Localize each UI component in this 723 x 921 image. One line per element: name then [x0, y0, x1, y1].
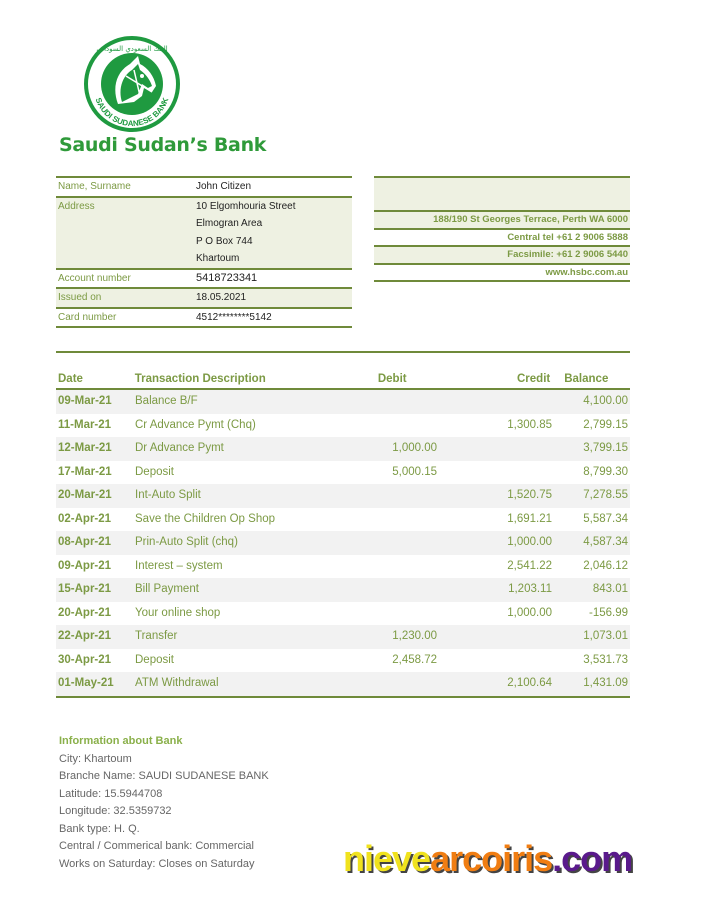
cell-date: 30-Apr-21 — [58, 653, 112, 666]
header-description: Transaction Description — [134, 373, 266, 385]
cell-date: 12-Mar-21 — [58, 442, 112, 454]
table-row — [56, 414, 630, 438]
cell-balance: 2,799.15 — [583, 418, 628, 431]
cell-debit — [375, 672, 437, 696]
cell-description: Int-Auto Split — [135, 489, 201, 501]
table-row — [56, 672, 630, 698]
cell-date: 02-Apr-21 — [58, 512, 112, 525]
cell-description: Balance B/F — [135, 395, 198, 407]
address-row — [56, 196, 352, 268]
cell-balance: 4,100.00 — [583, 395, 628, 407]
table-row — [56, 555, 630, 579]
cell-credit — [437, 461, 552, 485]
cell-balance: -156.99 — [588, 606, 628, 619]
cell-credit: 1,691.21 — [507, 512, 552, 525]
issued-row — [56, 287, 352, 307]
cell-description: Transfer — [135, 630, 178, 642]
watermark-part: nieve — [343, 838, 431, 879]
table-row — [56, 625, 630, 649]
table-row — [56, 578, 630, 602]
cell-credit — [437, 390, 552, 414]
issued-label: Issued on — [58, 292, 102, 303]
cell-credit: 2,100.64 — [507, 677, 552, 689]
account-row — [56, 268, 352, 288]
cell-credit: 1,000.00 — [507, 536, 552, 548]
divider — [56, 351, 630, 370]
table-row — [56, 531, 630, 555]
table-row — [56, 508, 630, 532]
bank-info-line: Bank type: H. Q. — [59, 822, 140, 835]
name-label: Name, Surname — [58, 181, 131, 192]
cell-balance: 843.01 — [592, 583, 628, 595]
name-value: John Citizen — [196, 181, 252, 192]
cell-date: 17-Mar-21 — [58, 465, 112, 478]
bank-address: 188/190 St Georges Terrace, Perth WA 6000 — [374, 210, 630, 228]
cell-balance: 2,046.12 — [583, 559, 628, 572]
cell-credit — [437, 625, 552, 649]
bank-info-line: Branche Name: SAUDI SUDANESE BANK — [59, 770, 269, 782]
address-line: Elmogran Area — [196, 218, 263, 229]
cell-balance: 1,431.09 — [583, 677, 628, 689]
cell-debit: 2,458.72 — [392, 653, 437, 666]
cell-credit: 1,000.00 — [507, 606, 552, 619]
cell-date: 22-Apr-21 — [58, 630, 112, 642]
cell-description: Your online shop — [135, 606, 221, 619]
bank-info-line: Longitude: 32.5359732 — [59, 805, 172, 817]
cell-balance: 3,799.15 — [583, 442, 628, 454]
cell-credit: 2,541.22 — [507, 559, 552, 572]
address-line: Khartoum — [196, 253, 240, 264]
table-row — [56, 484, 630, 508]
cell-balance: 8,799.30 — [583, 465, 628, 478]
card-row — [56, 307, 352, 329]
customer-info-box — [56, 176, 352, 328]
cell-balance: 4,587.34 — [583, 536, 628, 548]
address-line: 10 Elgomhouria Street — [196, 200, 296, 212]
card-label: Card number — [58, 311, 117, 323]
cell-balance: 1,073.01 — [583, 630, 628, 642]
bank-contact-box — [374, 176, 630, 282]
table-body — [56, 390, 630, 698]
table-header — [56, 370, 630, 390]
cell-date: 15-Apr-21 — [58, 583, 112, 595]
cell-debit — [375, 508, 437, 532]
name-row — [56, 176, 352, 196]
table-row — [56, 649, 630, 673]
watermark — [343, 838, 632, 880]
issued-value: 18.05.2021 — [196, 292, 247, 303]
cell-debit — [375, 390, 437, 414]
cell-credit — [437, 437, 552, 461]
cell-description: Prin-Auto Split (chq) — [135, 536, 238, 548]
account-value: 5418723341 — [196, 271, 258, 284]
bank-info-section — [59, 735, 269, 875]
cell-date: 20-Apr-21 — [58, 606, 112, 619]
svg-text:SAUDI SUDANESE BANK: SAUDI SUDANESE BANK — [93, 96, 171, 129]
cell-balance: 3,531.73 — [583, 653, 628, 666]
cell-credit — [437, 649, 552, 673]
cell-date: 20-Mar-21 — [58, 489, 112, 501]
cell-description: Interest – system — [135, 559, 223, 572]
table-row — [56, 602, 630, 626]
bank-info-line: City: Khartoum — [59, 752, 132, 765]
bank-info-line: Works on Saturday: Closes on Saturday — [59, 857, 255, 870]
bank-website: www.hsbc.com.au — [374, 263, 630, 283]
address-line: P O Box 744 — [196, 235, 253, 247]
header-date: Date — [58, 373, 83, 385]
svg-text:البنك السعودي السوداني: البنك السعودي السوداني — [96, 45, 168, 53]
cell-description: Bill Payment — [135, 583, 199, 595]
header-debit: Debit — [377, 373, 407, 385]
account-label: Account number — [58, 272, 131, 284]
header-credit: Credit — [517, 373, 551, 385]
bank-logo — [82, 36, 182, 132]
bank-info-heading: Information about Bank — [59, 735, 183, 747]
cell-description: Deposit — [135, 465, 174, 478]
cell-debit — [375, 484, 437, 508]
cell-balance: 5,587.34 — [583, 512, 628, 525]
cell-debit — [375, 578, 437, 602]
table-row — [56, 461, 630, 485]
cell-credit: 1,300.85 — [507, 418, 552, 431]
cell-debit — [375, 602, 437, 626]
cell-date: 11-Mar-21 — [58, 418, 112, 431]
address-label: Address — [58, 200, 95, 212]
bank-fax: Facsimile: +61 2 9006 5440 — [374, 245, 630, 263]
bank-info-line: Latitude: 15.5944708 — [59, 787, 163, 800]
header-balance: Balance — [564, 373, 609, 385]
cell-debit: 1,230.00 — [392, 630, 437, 642]
transactions-table — [56, 351, 630, 698]
watermark-part: arcoiris — [430, 838, 553, 879]
cell-debit: 5,000.15 — [392, 465, 437, 478]
cell-balance: 7,278.55 — [583, 489, 628, 501]
cell-date: 08-Apr-21 — [58, 536, 112, 548]
cell-description: Deposit — [135, 653, 174, 666]
bank-title: Saudi Sudan’s Bank — [59, 134, 267, 156]
bank-tel: Central tel +61 2 9006 5888 — [374, 228, 630, 246]
card-value: 4512********5142 — [196, 311, 272, 323]
cell-date: 09-Mar-21 — [58, 395, 112, 407]
cell-debit — [375, 555, 437, 579]
watermark-part: .com — [552, 838, 633, 879]
bank-info-line: Central / Commerical bank: Commercial — [59, 840, 254, 852]
cell-debit — [375, 414, 437, 438]
cell-description: ATM Withdrawal — [135, 677, 219, 689]
cell-date: 01-May-21 — [58, 677, 114, 689]
cell-credit: 1,520.75 — [507, 489, 552, 501]
blank-row — [374, 176, 630, 210]
cell-description: Dr Advance Pymt — [135, 442, 224, 454]
table-row — [56, 437, 630, 461]
cell-debit — [375, 531, 437, 555]
cell-credit: 1,203.11 — [508, 583, 552, 595]
cell-debit: 1,000.00 — [392, 442, 437, 454]
cell-date: 09-Apr-21 — [58, 559, 112, 572]
cell-description: Save the Children Op Shop — [135, 512, 276, 525]
table-row — [56, 390, 630, 414]
cell-description: Cr Advance Pymt (Chq) — [135, 418, 256, 431]
